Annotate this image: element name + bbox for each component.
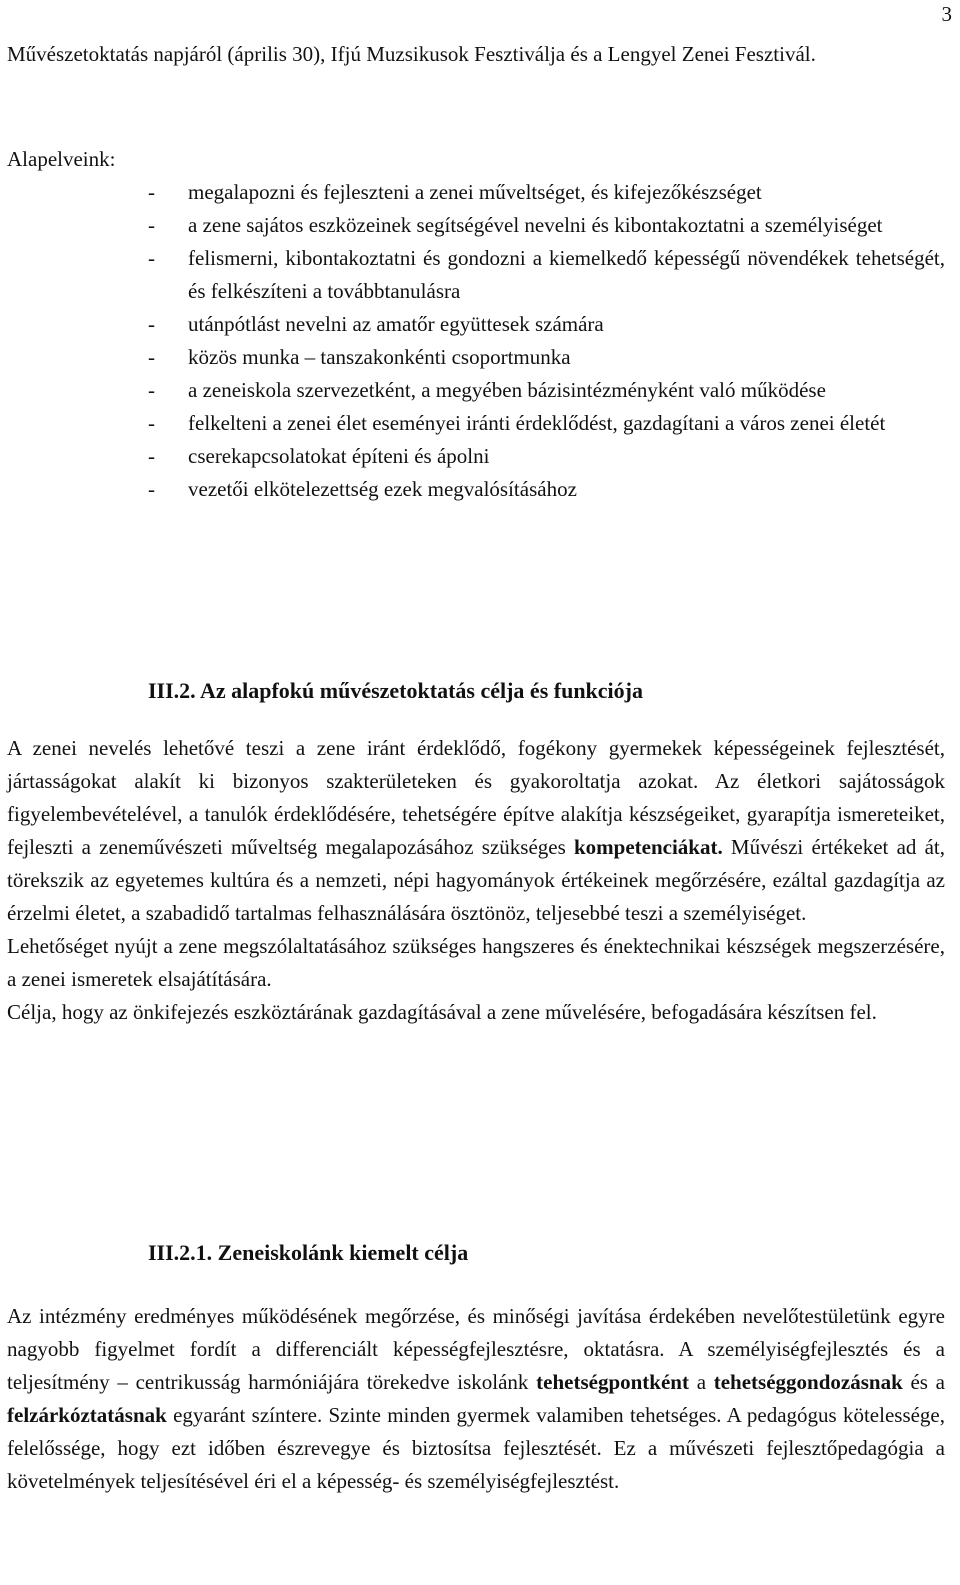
paragraph-text: A zenei nevelés lehetővé teszi a zene iránt érdeklődő, fogékony gyermekek képességeinek fejlesztését, jártasságokat alakít ki bizonyos szakterületeken és gyakoroltatja azokat. Az életkori sajátosságok figyelembevételével, a tanulók érdeklődésére, tehetségére építve alakítja készségeiket, gyarapítja ismereteiket, fejleszti a zeneművészeti műveltség megalapozásához szükséges xyxy=(7,736,945,859)
list-item xyxy=(148,374,945,407)
list-item xyxy=(148,440,945,473)
list-dash: - xyxy=(148,246,155,270)
list-item xyxy=(148,176,945,209)
paragraph-text: és a xyxy=(910,1370,945,1394)
section-body-iii21 xyxy=(7,1300,945,1498)
list-item xyxy=(148,308,945,341)
list-item-text: felkelteni a zenei élet eseményei iránti érdeklődést, gazdagítani a város zenei életét xyxy=(188,411,886,435)
paragraph-text: egyaránt színtere. Szinte minden gyermek valamiben tehetséges. A pedagógus kötelessége, felelőssége, hogy ezt időben észrevegye és biztosítsa fejlesztését. Ez a művészeti fejlesztőpedagógia a követelmények teljesítésével éri el a képesség- és személyiségfejlesztést. xyxy=(7,1403,946,1493)
list-item-text: közös munka – tanszakonkénti csoportmunka xyxy=(188,345,571,369)
bold-term: tehetségpontként xyxy=(536,1370,689,1394)
paragraph xyxy=(7,1300,945,1498)
list-item-text: a zene sajátos eszközeinek segítségével nevelni és kibontakoztatni a személyiséget xyxy=(188,213,883,237)
list-dash: - xyxy=(148,444,155,468)
section-body-iii2 xyxy=(7,732,945,1029)
bold-term: felzárkóztatásnak xyxy=(7,1403,167,1427)
list-dash: - xyxy=(148,180,155,204)
paragraph-text: a xyxy=(696,1370,707,1394)
paragraph: Lehetőséget nyújt a zene megszólaltatásához szükséges hangszeres és énektechnikai készségek megszerzésére, a zenei ismeretek elsajátítására. xyxy=(7,934,945,991)
list-dash: - xyxy=(148,378,155,402)
list-dash: - xyxy=(148,477,155,501)
list-item-text: a zeneiskola szervezetként, a megyében bázisintézményként való működése xyxy=(188,378,826,402)
page-number: 3 xyxy=(941,2,952,26)
list-dash: - xyxy=(148,312,155,336)
list-item xyxy=(148,341,945,374)
principles-list xyxy=(148,176,945,506)
section-heading-iii21: III.2.1. Zeneiskolánk kiemelt célja xyxy=(148,1240,469,1265)
paragraph-text: Az intézmény eredményes működésének megőrzése, és minőségi javítása érdekében nevelőtestületünk egyre nagyobb figyelmet fordít a differenciált képességfejlesztésre, oktatásra. A személyiségfejlesztés és a teljesítmény – centrikusság harmóniájára törekedve iskolánk xyxy=(7,1304,945,1394)
list-item-text: vezetői elkötelezettség ezek megvalósításához xyxy=(188,477,577,501)
list-item xyxy=(148,473,945,506)
list-item xyxy=(148,209,945,242)
list-item-text: utánpótlást nevelni az amatőr együttesek számára xyxy=(188,312,604,336)
list-item-text: felismerni, kibontakoztatni és gondozni a kiemelkedő képességű növendékek tehetségét, és felkészíteni a továbbtanulásra xyxy=(188,246,945,303)
principles-heading: Alapelveink: xyxy=(7,147,116,171)
bold-term: tehetséggondozásnak xyxy=(713,1370,903,1394)
intro-paragraph: Művészetoktatás napjáról (április 30), Ifjú Muzsikusok Fesztiválja és a Lengyel Zenei Fesztivál. xyxy=(7,42,816,66)
paragraph xyxy=(7,732,945,930)
list-dash: - xyxy=(148,345,155,369)
list-dash: - xyxy=(148,213,155,237)
list-item xyxy=(148,407,945,440)
list-item-text: cserekapcsolatokat építeni és ápolni xyxy=(188,444,490,468)
list-item xyxy=(148,242,945,308)
paragraph: Célja, hogy az önkifejezés eszköztárának gazdagításával a zene művelésére, befogadására készítsen fel. xyxy=(7,1000,877,1024)
list-item-text: megalapozni és fejleszteni a zenei műveltséget, és kifejezőkészséget xyxy=(188,180,762,204)
section-heading-iii2: III.2. Az alapfokú művészetoktatás célja és funkciója xyxy=(148,678,643,703)
paragraph-text: Művészi értékeket ad át, törekszik az egyetemes kultúra és a nemzeti, népi hagyományok értékeinek megőrzésére, ezáltal gazdagítja az érzelmi életet, a szabadidő tartalmas felhasználására ösztönöz, teljesebbé teszi a személyiséget. xyxy=(7,835,946,925)
bold-term: kompetenciákat. xyxy=(573,835,723,859)
list-dash: - xyxy=(148,411,155,435)
